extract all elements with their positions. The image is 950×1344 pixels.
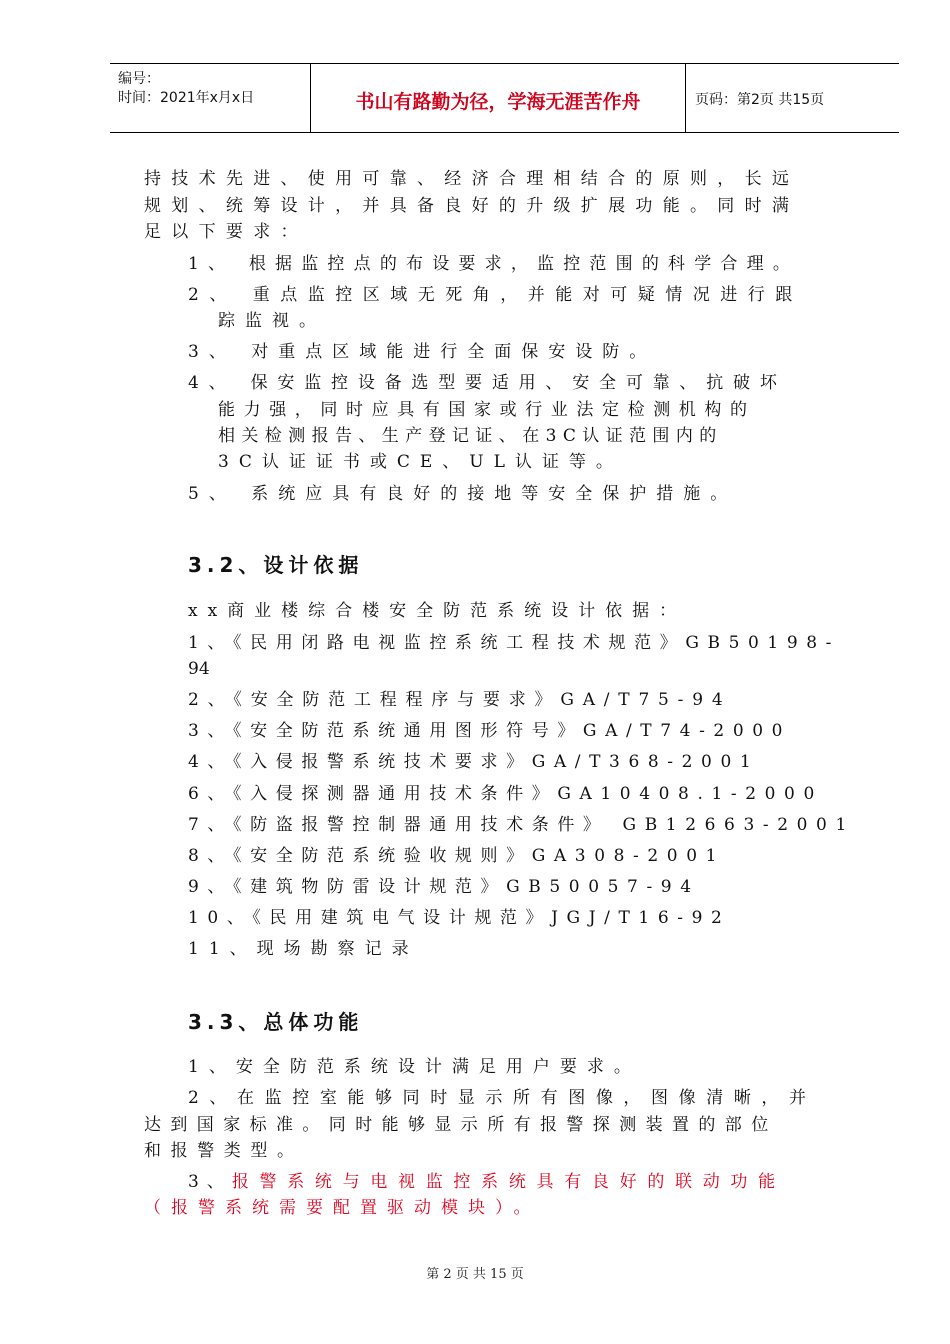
overall-function-item-3	[188, 1171, 786, 1193]
design-basis-item-6: 6、《入侵探测器通用技术条件》GA10408.1-2000	[188, 784, 823, 804]
requirement-item-4-cont-3: 3C认证证书或CE、UL认证等。	[218, 452, 623, 472]
overall-function-item-3-number: 3、	[188, 1172, 232, 1192]
header-page-cell	[685, 64, 899, 132]
document-number-label: 编号：	[118, 71, 160, 87]
section-3-3-heading: 3.3、总体功能	[188, 1010, 364, 1034]
intro-line-1: 持技术先进、使用可靠、经济合理相结合的原则，长远	[144, 169, 800, 189]
overall-function-item-3-highlight-cont: （报警系统需要配置驱动模块）。	[144, 1198, 541, 1218]
design-basis-item-4: 4、《入侵报警系统技术要求》GA/T368-2001	[188, 752, 760, 772]
design-basis-item-9: 9、《建筑物防雷设计规范》GB50057-94	[188, 877, 700, 897]
requirement-item-2-cont: 踪监视。	[218, 311, 326, 331]
document-date-label: 时间：2021年x月x日	[118, 90, 255, 106]
design-basis-item-3: 3、《安全防范系统通用图形符号》GA/T74-2000	[188, 721, 792, 741]
design-basis-item-11: 11、现场勘察记录	[188, 939, 419, 959]
header-page-info: 页码：第2页 共15页	[695, 92, 825, 108]
requirement-item-4: 4、 保安监控设备选型要适用、安全可靠、抗破坏	[188, 373, 787, 393]
requirement-item-4-cont-2: 相关检测报告、生产登记证、在3C认证范围内的	[218, 426, 723, 446]
overall-function-item-2-cont-2: 和报警类型。	[144, 1141, 304, 1161]
design-basis-item-1-cont: 94	[188, 659, 210, 679]
requirement-item-2: 2、 重点监控区域无死角，并能对可疑情况进行跟	[188, 285, 803, 305]
section-3-2-heading: 3.2、设计依据	[188, 553, 364, 577]
intro-line-2: 规划、统筹设计，并具备良好的升级扩展功能。同时满	[144, 196, 800, 216]
design-basis-intro: xx商业楼综合楼安全防范系统设计依据：	[188, 601, 687, 621]
requirement-item-1: 1、 根据监控点的布设要求，监控范围的科学合理。	[188, 254, 800, 274]
header-motto: 书山有路勤为径，学海无涯苦作舟	[355, 91, 641, 113]
page-header	[110, 63, 899, 133]
design-basis-item-7: 7、《防盗报警控制器通用技术条件》 GB12663-2001	[188, 815, 855, 835]
design-basis-item-2: 2、《安全防范工程程序与要求》GA/T75-94	[188, 690, 732, 710]
design-basis-item-10: 10、《民用建筑电气设计规范》JGJ/T16-92	[188, 908, 731, 928]
requirement-item-4-cont-1: 能力强，同时应具有国家或行业法定检测机构的	[218, 400, 756, 420]
overall-function-item-3-highlight: 报警系统与电视监控系统具有良好的联动功能	[231, 1172, 786, 1192]
header-motto-cell	[310, 64, 686, 132]
header-meta-cell	[110, 64, 310, 132]
overall-function-item-1: 1、安全防范系统设计满足用户要求。	[188, 1057, 641, 1077]
design-basis-item-1: 1、《民用闭路电视监控系统工程技术规范》GB50198-	[188, 633, 841, 653]
design-basis-item-8: 8、《安全防范系统验收规则》GA308-2001	[188, 846, 726, 866]
overall-function-item-2-cont-1: 达到国家标准。同时能够显示所有报警探测装置的部位	[144, 1115, 778, 1135]
overall-function-item-2: 2、在监控室能够同时显示所有图像，图像清晰，并	[188, 1088, 817, 1108]
requirement-item-5: 5、 系统应具有良好的接地等安全保护措施。	[188, 484, 738, 504]
page-footer-number: 第 2 页 共 15 页	[426, 1267, 524, 1282]
requirement-item-3: 3、 对重点区域能进行全面保安设防。	[188, 342, 657, 362]
intro-line-3: 足以下要求：	[144, 222, 308, 242]
